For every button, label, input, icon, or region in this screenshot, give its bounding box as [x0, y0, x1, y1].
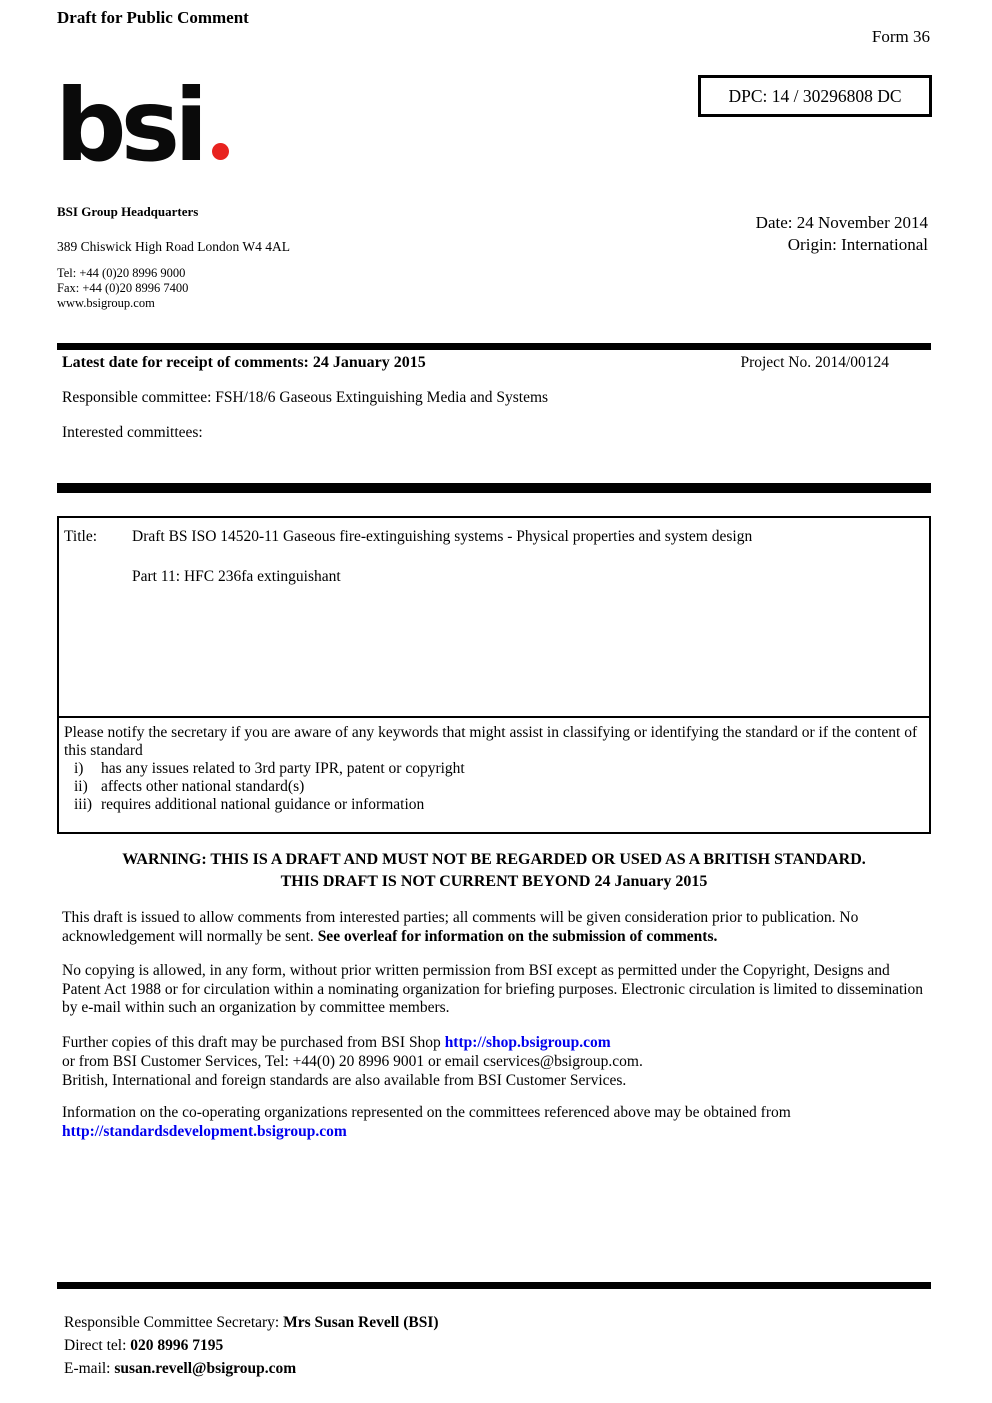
keywords-notice-box — [57, 716, 931, 834]
paragraph-copyright-notice: No copying is allowed, in any form, without prior written permission from BSI except as permitted under the Copyright, Designs and Patent Act 1988 or for circulation within a nominating organization for briefing purposes. Electronic circulation is limited to dissemination by e-mail within such an organization by committee members. — [62, 962, 924, 1016]
direct-tel-label: Direct tel: — [64, 1337, 131, 1354]
address-street: 389 Chiswick High Road London W4 4AL — [57, 239, 290, 254]
keywords-item-2-num: ii) — [74, 778, 88, 795]
cooperating-orgs-text: Information on the co-operating organizations represented on the committees referenced above may be obtained from — [62, 1104, 791, 1121]
page-title: Draft for Public Comment — [57, 8, 249, 27]
comments-deadline-row — [57, 354, 931, 372]
footer-tel-row — [64, 1334, 439, 1357]
divider-bar-bottom — [57, 1282, 931, 1289]
address-website: www.bsigroup.com — [57, 296, 155, 310]
paragraph-comments-text: This draft is issued to allow comments from interested parties; all comments will be given consideration prior to publication. No acknowledgement will normally be sent. — [62, 909, 859, 945]
email-address: susan.revell@bsigroup.com — [114, 1360, 297, 1377]
footer-email-row — [64, 1357, 439, 1380]
paragraph-purchase-info — [62, 1033, 932, 1090]
bsi-shop-link[interactable]: http://shop.bsigroup.com — [444, 1034, 611, 1051]
address-tel: Tel: +44 (0)20 8996 9000 — [57, 266, 186, 280]
project-number: Project No. 2014/00124 — [740, 354, 889, 371]
form-number: Form 36 — [871, 27, 930, 46]
dpc-number: DPC: 14 / 30296808 DC — [728, 85, 902, 106]
keywords-intro: Please notify the secretary if you are aware of any keywords that might assist in classifying or identifying the standard or if the content of this standard — [64, 724, 918, 759]
draft-warning — [57, 849, 931, 893]
footer-contact-block — [64, 1311, 439, 1380]
divider-bar-top — [57, 343, 931, 350]
divider-bar-middle — [57, 483, 931, 493]
keywords-item-1 — [74, 760, 923, 778]
paragraph-cooperating-orgs — [62, 1103, 932, 1141]
keywords-item-2-text: affects other national standard(s) — [101, 778, 305, 795]
latest-date-label: Latest date for receipt of comments: 24 January 2015 — [62, 354, 426, 371]
keywords-item-1-text: has any issues related to 3rd party IPR, patent or copyright — [101, 760, 465, 777]
address-org: BSI Group Headquarters — [57, 204, 199, 219]
dpc-number-box — [698, 75, 932, 117]
standards-development-link[interactable]: http://standardsdevelopment.bsigroup.com — [62, 1123, 347, 1140]
document-date: Date: 24 November 2014 — [755, 213, 928, 232]
direct-tel-number: 020 8996 7195 — [130, 1337, 224, 1354]
bsi-logo-red-dot-icon — [212, 143, 229, 160]
interested-committees: Interested committees: — [62, 424, 203, 441]
purchase-line2: or from BSI Customer Services, Tel: +44(0) 20 8996 9001 or email cservices@bsigroup.com. — [62, 1053, 643, 1070]
standard-part: Part 11: HFC 236fa extinguishant — [132, 568, 341, 585]
purchase-line1-text: Further copies of this draft may be purchased from BSI Shop — [62, 1034, 445, 1051]
keywords-item-2 — [74, 778, 923, 796]
draft-warning-line2: THIS DRAFT IS NOT CURRENT BEYOND 24 January 2015 — [280, 873, 708, 890]
title-label: Title: — [64, 528, 98, 545]
address-fax: Fax: +44 (0)20 8996 7400 — [57, 281, 189, 295]
keywords-item-3-num: iii) — [74, 796, 93, 813]
keywords-item-1-num: i) — [74, 760, 84, 777]
bsi-logo — [55, 67, 229, 184]
title-box — [57, 516, 931, 718]
email-label: E-mail: — [64, 1360, 115, 1377]
draft-warning-line1: WARNING: THIS IS A DRAFT AND MUST NOT BE REGARDED OR USED AS A BRITISH STANDARD. — [122, 851, 866, 868]
document-origin: Origin: International — [787, 235, 928, 254]
footer-secretary-row — [64, 1311, 439, 1334]
keywords-item-3-text: requires additional national guidance or information — [101, 796, 425, 813]
secretary-label: Responsible Committee Secretary: — [64, 1314, 284, 1331]
secretary-name: Mrs Susan Revell (BSI) — [283, 1314, 439, 1331]
keywords-item-3 — [74, 796, 923, 814]
standard-title: Draft BS ISO 14520-11 Gaseous fire-extinguishing systems - Physical properties and system design — [132, 528, 753, 545]
paragraph-comments-notice — [62, 909, 932, 946]
paragraph-comments-bold: See overleaf for information on the submission of comments. — [317, 927, 718, 945]
purchase-line3: British, International and foreign standards are also available from BSI Customer Services. — [62, 1072, 627, 1089]
bsi-logo-text: bsi — [55, 67, 203, 184]
purchase-line1 — [62, 1033, 932, 1052]
responsible-committee: Responsible committee: FSH/18/6 Gaseous Extinguishing Media and Systems — [62, 389, 549, 406]
